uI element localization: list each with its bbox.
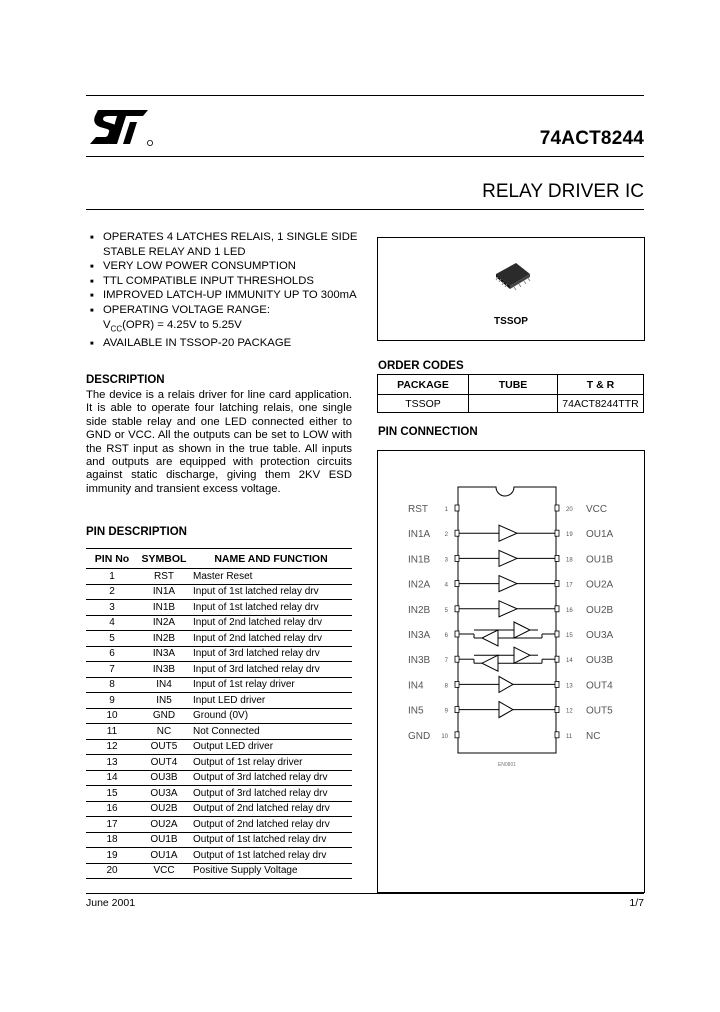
table-row	[86, 584, 352, 600]
figure-code: EN0801	[497, 762, 517, 768]
left-pin-number: 4	[444, 582, 448, 589]
pin-pad	[455, 631, 459, 637]
pin-number-cell: 19	[86, 848, 138, 864]
column-header: TUBE	[469, 375, 558, 395]
buffer-icon	[499, 702, 513, 718]
table-row	[86, 739, 352, 755]
pin-pad	[555, 555, 559, 561]
buffer-icon	[514, 622, 530, 638]
pin-number-cell: 5	[86, 631, 138, 647]
function-cell: Output LED driver	[190, 739, 352, 755]
column-header: T & R	[558, 375, 644, 395]
table-header-row	[378, 375, 644, 395]
function-cell: Input LED driver	[190, 693, 352, 709]
package-label: TSSOP	[494, 316, 528, 327]
column-header: PIN No	[86, 549, 138, 569]
bullet-icon: ■	[90, 307, 94, 314]
pin-number-cell: 2	[86, 584, 138, 600]
pin-pad	[455, 732, 459, 738]
table-row	[86, 863, 352, 879]
pin-connection-heading: PIN CONNECTION	[378, 426, 478, 438]
pin-description-table	[86, 548, 352, 879]
pin-number-cell: 17	[86, 817, 138, 833]
buffer-icon	[514, 647, 530, 663]
right-pin-label: OU1B	[586, 554, 614, 566]
package-cell: TSSOP	[378, 395, 469, 413]
table-row	[86, 693, 352, 709]
pin-pad	[555, 606, 559, 612]
feature-item: ■ VERY LOW POWER CONSUMPTION	[86, 259, 361, 274]
function-cell: Output of 2nd latched relay drv	[190, 817, 352, 833]
pin-pad	[555, 505, 559, 511]
bullet-icon: ■	[90, 341, 94, 348]
left-pin-label: IN2B	[408, 604, 431, 616]
left-pin-label: IN5	[408, 705, 424, 717]
pin-number-cell: 8	[86, 677, 138, 693]
pin-pad	[455, 681, 459, 687]
pin-number-cell: 4	[86, 615, 138, 631]
right-pin-label: OU3B	[586, 655, 614, 667]
left-pin-label: IN3A	[408, 630, 431, 641]
pin-pad	[455, 656, 459, 662]
function-cell: Output of 1st latched relay drv	[190, 832, 352, 848]
column-header: NAME AND FUNCTION	[190, 549, 352, 569]
pin-pad	[555, 707, 559, 713]
function-cell: Not Connected	[190, 724, 352, 740]
symbol-cell: IN3A	[138, 646, 190, 662]
pin-pad	[455, 555, 459, 561]
function-cell: Input of 1st latched relay drv	[190, 600, 352, 616]
right-pin-label: OUT5	[586, 705, 613, 717]
pin-number-cell: 14	[86, 770, 138, 786]
symbol-cell: IN1B	[138, 600, 190, 616]
symbol-cell: OUT5	[138, 739, 190, 755]
right-pin-label: OU2A	[586, 579, 614, 591]
function-cell: Output of 3rd latched relay drv	[190, 786, 352, 802]
pin-pad	[555, 581, 559, 587]
symbol-cell: IN5	[138, 693, 190, 709]
left-pin-label: IN4	[408, 680, 424, 692]
right-pin-label: OU2B	[586, 604, 614, 616]
right-pin-number: 19	[566, 532, 573, 539]
left-pin-number: 8	[444, 683, 448, 690]
function-cell: Input of 2nd latched relay drv	[190, 631, 352, 647]
function-cell: Ground (0V)	[190, 708, 352, 724]
symbol-cell: IN4	[138, 677, 190, 693]
pin-number-cell: 7	[86, 662, 138, 678]
order-codes-table	[377, 374, 644, 413]
right-pin-number: 17	[566, 582, 573, 589]
pin-number-cell: 1	[86, 569, 138, 585]
feature-item: ■ OPERATES 4 LATCHES RELAIS, 1 SINGLE SIDE STABLE RELAY AND 1 LED	[90, 231, 358, 258]
table-row	[86, 801, 352, 817]
pin-pad	[455, 606, 459, 612]
right-pin-label: OU3A	[586, 630, 614, 641]
function-cell: Output of 3rd latched relay drv	[190, 770, 352, 786]
symbol-cell: OU2A	[138, 817, 190, 833]
pin-description-heading: PIN DESCRIPTION	[86, 526, 187, 538]
pin-number-cell: 18	[86, 832, 138, 848]
feature-item: ■ TTL COMPATIBLE INPUT THRESHOLDS	[86, 274, 361, 289]
table-row	[378, 395, 644, 413]
symbol-cell: IN3B	[138, 662, 190, 678]
symbol-cell: NC	[138, 724, 190, 740]
pin-number-cell: 13	[86, 755, 138, 771]
pin-pad	[455, 581, 459, 587]
left-pin-label: RST	[408, 504, 428, 515]
description-body: The device is a relais driver for line card application. It is able to operate four latching relais, one single side stable relay and one LED connected either to GND or VCC. All the outputs can be set to LOW with the RST input as shown in the true table. All inputs and outputs are equipped with protection circuits against static discharge, giving them 2KV ESD immunity and transient excess voltage.	[86, 389, 352, 495]
left-pin-number: 2	[444, 532, 448, 539]
symbol-cell: OU1A	[138, 848, 190, 864]
pin-number-cell: 16	[86, 801, 138, 817]
left-pin-number: 3	[444, 557, 448, 564]
feature-item: ■ OPERATING VOLTAGE RANGE: $V_{CC}(OPR) = 4.25V$ to 5.25V	[90, 303, 270, 333]
table-row	[86, 600, 352, 616]
pin-number-cell: 3	[86, 600, 138, 616]
table-row	[86, 832, 352, 848]
bullet-icon: ■	[90, 264, 94, 271]
buffer-icon	[499, 676, 513, 692]
document-subtitle: RELAY DRIVER IC	[482, 181, 644, 202]
column-header: PACKAGE	[378, 375, 469, 395]
function-cell: Output of 1st latched relay drv	[190, 848, 352, 864]
pin-pad	[455, 505, 459, 511]
left-pin-label: IN1A	[408, 529, 431, 541]
package-box	[377, 237, 645, 341]
pin-pad	[555, 656, 559, 662]
pin-pad	[555, 631, 559, 637]
symbol-cell: OU2B	[138, 801, 190, 817]
right-pin-number: 18	[566, 557, 573, 564]
pin-pad	[555, 732, 559, 738]
pin-number-cell: 15	[86, 786, 138, 802]
footer-rule	[86, 893, 644, 894]
pin-number-cell: 11	[86, 724, 138, 740]
table-row	[86, 662, 352, 678]
bullet-icon: ■	[90, 293, 94, 300]
table-row	[86, 724, 352, 740]
tape-reel-cell: 74ACT8244TTR	[558, 395, 644, 413]
tssop-package-image	[492, 260, 534, 292]
table-row	[86, 708, 352, 724]
left-pin-label: IN1B	[408, 554, 431, 566]
buffer-icon	[499, 576, 517, 592]
function-cell: Output of 1st relay driver	[190, 755, 352, 771]
pin-connection-diagram	[378, 451, 644, 892]
st-logo	[86, 106, 158, 148]
buffer-icon	[482, 655, 498, 671]
order-codes-heading: ORDER CODES	[378, 360, 464, 372]
left-pin-label: IN2A	[408, 579, 431, 591]
pin-number-cell: 12	[86, 739, 138, 755]
function-cell: Positive Supply Voltage	[190, 863, 352, 879]
right-pin-number: 20	[566, 507, 573, 513]
left-pin-label: IN3B	[408, 655, 431, 667]
pin-pad	[455, 530, 459, 536]
title-rule	[86, 156, 644, 157]
right-pin-number: 11	[566, 733, 573, 740]
description-heading: DESCRIPTION	[86, 374, 165, 386]
left-pin-number: 1	[444, 507, 448, 513]
feature-item: ■ AVAILABLE IN TSSOP-20 PACKAGE	[86, 336, 361, 351]
pin-number-cell: 9	[86, 693, 138, 709]
function-cell: Master Reset	[190, 569, 352, 585]
symbol-cell: IN2B	[138, 631, 190, 647]
feature-item: ■ IMPROVED LATCH-UP IMMUNITY UP TO 300mA	[86, 288, 361, 303]
symbol-cell: OUT4	[138, 755, 190, 771]
table-row	[86, 677, 352, 693]
subtitle-rule	[86, 209, 644, 210]
symbol-cell: GND	[138, 708, 190, 724]
right-pin-number: 13	[566, 683, 573, 690]
symbol-cell: OU3A	[138, 786, 190, 802]
pin-pad	[555, 681, 559, 687]
left-pin-number: 7	[444, 658, 448, 665]
symbol-cell: IN1A	[138, 584, 190, 600]
function-cell: Input of 3rd latched relay drv	[190, 662, 352, 678]
bullet-icon: ■	[90, 235, 94, 241]
pin-number-cell: 20	[86, 863, 138, 879]
footer-date: June 2001	[86, 897, 136, 909]
page-number: 1/7	[629, 897, 644, 909]
table-row	[86, 770, 352, 786]
part-number: 74ACT8244	[539, 128, 644, 149]
column-header: SYMBOL	[138, 549, 190, 569]
table-header-row	[86, 549, 352, 569]
symbol-cell: OU3B	[138, 770, 190, 786]
table-row	[86, 631, 352, 647]
symbol-cell: RST	[138, 569, 190, 585]
table-row	[86, 848, 352, 864]
symbol-cell: VCC	[138, 863, 190, 879]
table-row	[86, 646, 352, 662]
pin-number-cell: 6	[86, 646, 138, 662]
bullet-icon: ■	[90, 278, 94, 285]
table-row	[86, 817, 352, 833]
right-pin-number: 14	[566, 658, 573, 665]
right-pin-label: NC	[586, 730, 601, 742]
function-cell: Input of 1st relay driver	[190, 677, 352, 693]
right-pin-label: OU1A	[586, 529, 614, 541]
left-pin-number: 6	[444, 633, 448, 639]
function-cell: Output of 2nd latched relay drv	[190, 801, 352, 817]
table-row	[86, 615, 352, 631]
pin-connection-box	[377, 450, 645, 893]
left-pin-number: 10	[441, 733, 448, 740]
pin-pad	[455, 707, 459, 713]
symbol-cell: IN2A	[138, 615, 190, 631]
symbol-cell: OU1B	[138, 832, 190, 848]
tube-cell	[469, 395, 558, 413]
table-row	[86, 569, 352, 585]
right-pin-number: 15	[566, 633, 573, 639]
buffer-icon	[499, 601, 517, 617]
buffer-icon	[499, 525, 517, 541]
left-pin-label: GND	[408, 730, 431, 742]
top-rule	[86, 95, 644, 96]
function-cell: Input of 1st latched relay drv	[190, 584, 352, 600]
pin-number-cell: 10	[86, 708, 138, 724]
right-pin-number: 12	[566, 708, 573, 715]
left-pin-number: 5	[444, 607, 448, 614]
buffer-icon	[499, 550, 517, 566]
table-row	[86, 786, 352, 802]
function-cell: Input of 3rd latched relay drv	[190, 646, 352, 662]
right-pin-label: OUT4	[586, 680, 613, 692]
pin-pad	[555, 530, 559, 536]
features-list	[86, 230, 361, 351]
left-pin-number: 9	[444, 708, 448, 715]
buffer-icon	[482, 630, 498, 646]
right-pin-number: 16	[566, 607, 573, 614]
right-pin-label: VCC	[586, 504, 608, 515]
function-cell: Input of 2nd latched relay drv	[190, 615, 352, 631]
table-row	[86, 755, 352, 771]
